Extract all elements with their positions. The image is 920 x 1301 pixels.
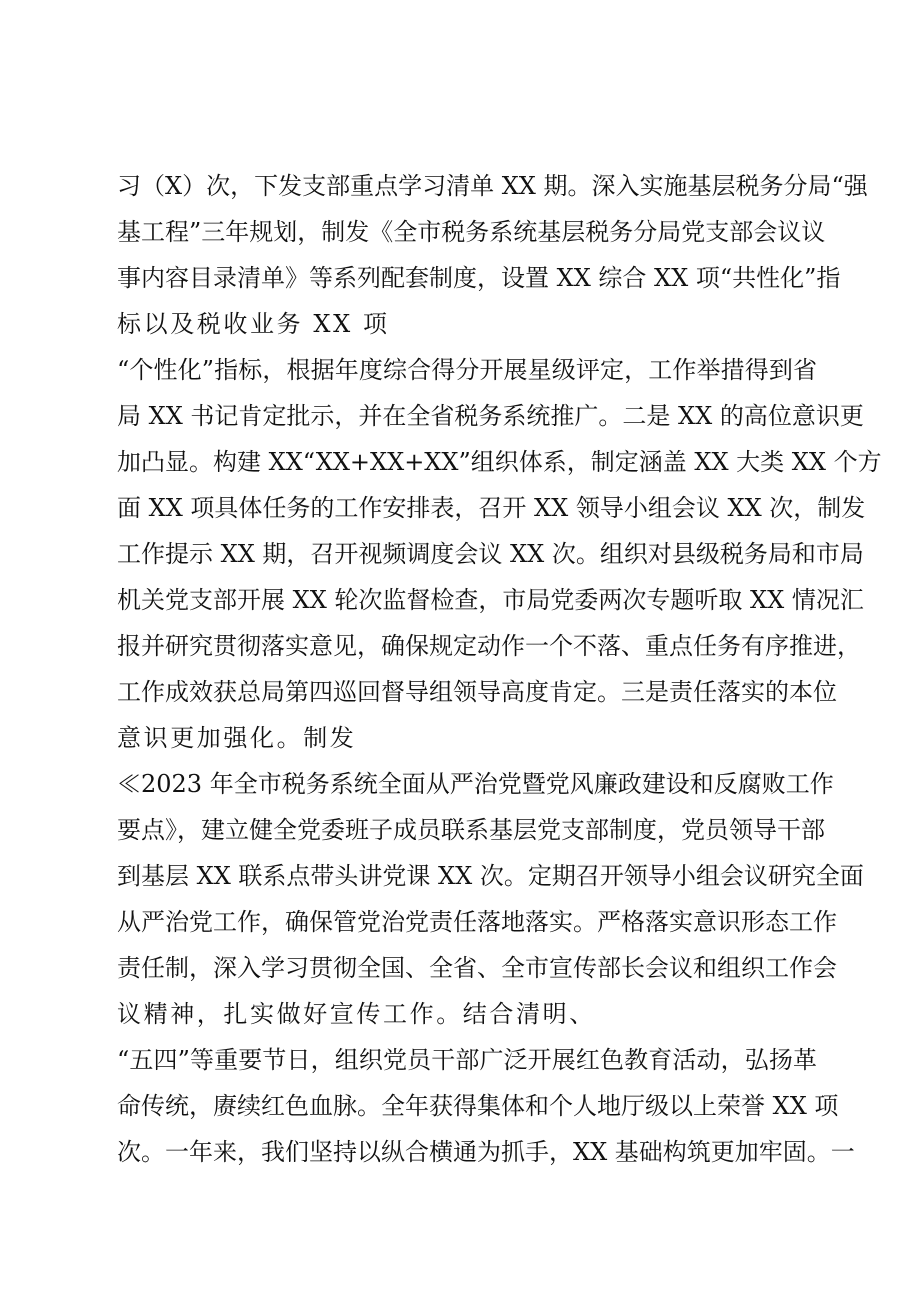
text-line: 面 XX 项具体任务的工作安排表，召开 XX 领导小组会议 XX 次，制发 xyxy=(117,494,866,522)
text-line: “五四”等重要节日，组织党员干部广泛开展红色教育活动，弘扬革 xyxy=(117,1046,817,1074)
text-line: 责任制，深入学习贯彻全国、全省、全市宣传部长会议和组织工作会 xyxy=(117,954,837,982)
text-line: 报并研究贯彻落实意见，确保规定动作一个不落、重点任务有序推进， xyxy=(117,632,861,660)
text-line: 习（X）次，下发支部重点学习清单 XX 期。深入实施基层税务分局“强 xyxy=(117,172,868,200)
text-line: 到基层 XX 联系点带头讲党课 XX 次。定期召开领导小组会议研究全面 xyxy=(117,862,864,890)
text-line: 次。一年来，我们坚持以纵合横通为抓手，XX 基础构筑更加牢固。一 xyxy=(117,1138,855,1166)
text-line: 机关党支部开展 XX 轮次监督检查，市局党委两次专题听取 XX 情况汇 xyxy=(117,586,864,614)
text-line: 工作提示 XX 期，召开视频调度会议 XX 次。组织对县级税务局和市局 xyxy=(117,540,864,568)
text-line: ≪2023 年全市税务系统全面从严治党暨党风廉政建设和反腐败工作 xyxy=(117,770,834,798)
text-line: 命传统，赓续红色血脉。全年获得集体和个人地厅级以上荣誉 XX 项 xyxy=(117,1092,839,1120)
text-line: 要点》，建立健全党委班子成员联系基层党支部制度，党员领导干部 xyxy=(117,816,825,844)
text-line: 从严治党工作，确保管党治党责任落地落实。严格落实意识形态工作 xyxy=(117,908,837,936)
text-line: “个性化”指标，根据年度综合得分开展星级评定，工作举措得到省 xyxy=(117,356,817,384)
text-line: 基工程”三年规划，制发《全市税务系统基层税务分局党支部会议议 xyxy=(117,218,826,246)
text-line: 标以及税收业务 XX 项 xyxy=(117,310,390,338)
text-line: 意识更加强化。制发 xyxy=(117,724,357,752)
text-line: 加凸显。构建 XX“XX+XX+XX”组织体系，制定涵盖 XX 大类 XX 个方 xyxy=(117,448,882,476)
text-line: 议精神，扎实做好宣传工作。结合清明、 xyxy=(117,1000,596,1028)
text-line: 事内容目录清单》等系列配套制度，设置 XX 综合 XX 项“共性化”指 xyxy=(117,264,841,292)
text-line: 局 XX 书记肯定批示，并在全省税务系统推广。二是 XX 的高位意识更 xyxy=(117,402,864,430)
text-line: 工作成效获总局第四巡回督导组领导高度肯定。三是责任落实的本位 xyxy=(117,678,837,706)
